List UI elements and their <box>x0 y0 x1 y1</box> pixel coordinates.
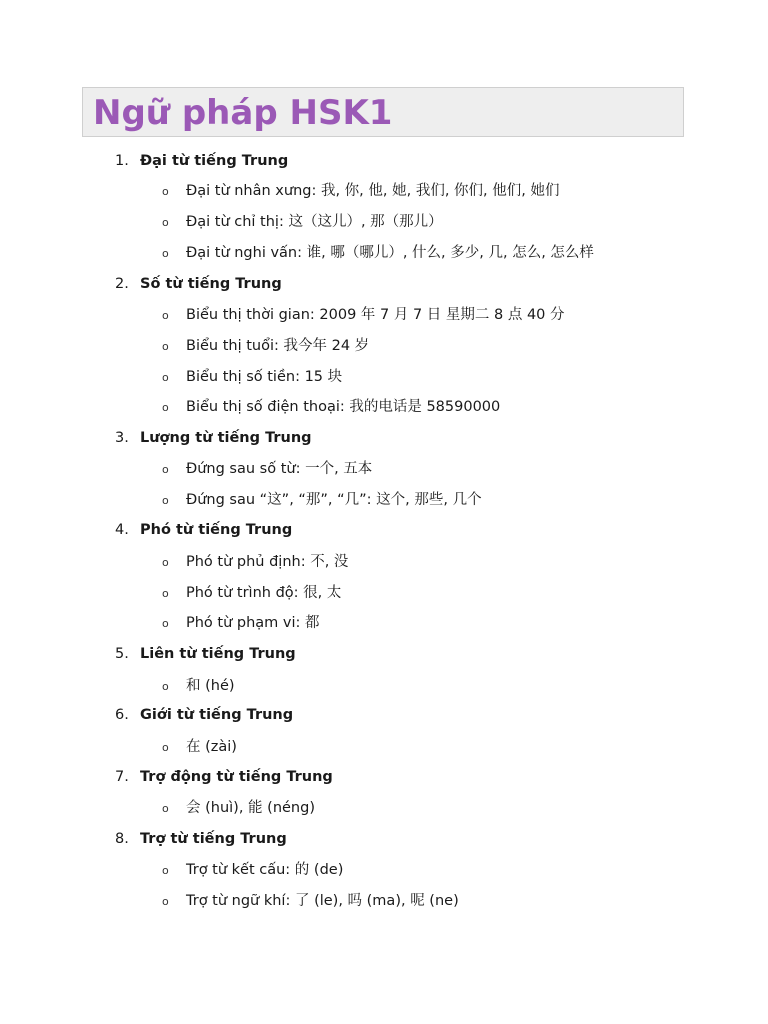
list-item: Biểu thị thời gian: 2009 年 7 月 7 日 星期二 8 点 40 分 <box>186 307 565 323</box>
bullet-icon: o <box>162 587 169 600</box>
list-item: 在 (zài) <box>186 739 237 755</box>
list-item: Đứng sau “这”, “那”, “几”: 这个, 那些, 几个 <box>186 492 482 508</box>
bullet-icon: o <box>162 401 169 414</box>
section-number: 4. <box>115 522 129 538</box>
bullet-icon: o <box>162 340 169 353</box>
section-number: 8. <box>115 831 129 847</box>
section-heading: Giới từ tiếng Trung <box>140 707 294 723</box>
list-item: Trợ từ ngữ khí: 了 (le), 吗 (ma), 呢 (ne) <box>186 893 459 909</box>
section-number: 6. <box>115 707 129 723</box>
bullet-icon: o <box>162 617 169 630</box>
list-item: Phó từ phạm vi: 都 <box>186 615 320 631</box>
bullet-icon: o <box>162 463 169 476</box>
section-heading: Phó từ tiếng Trung <box>140 522 293 538</box>
section-heading: Liên từ tiếng Trung <box>140 646 296 662</box>
bullet-icon: o <box>162 371 169 384</box>
list-item: Biểu thị số điện thoại: 我的电话是 58590000 <box>186 399 501 415</box>
bullet-icon: o <box>162 494 169 507</box>
list-item: Đại từ nhân xưng: 我, 你, 他, 她, 我们, 你们, 他们, 她们 <box>186 183 560 199</box>
list-item: Đứng sau số từ: 一个, 五本 <box>186 461 373 477</box>
bullet-icon: o <box>162 680 169 693</box>
section-number: 2. <box>115 276 129 292</box>
list-item: Biểu thị tuổi: 我今年 24 岁 <box>186 338 370 354</box>
bullet-icon: o <box>162 741 169 754</box>
section-heading: Lượng từ tiếng Trung <box>140 430 312 446</box>
bullet-icon: o <box>162 309 169 322</box>
bullet-icon: o <box>162 802 169 815</box>
bullet-icon: o <box>162 895 169 908</box>
bullet-icon: o <box>162 185 169 198</box>
section-number: 1. <box>115 153 129 169</box>
title-box <box>82 87 684 137</box>
bullet-icon: o <box>162 864 169 877</box>
list-item: 和 (hé) <box>186 678 235 694</box>
list-item: Biểu thị số tiền: 15 块 <box>186 369 343 385</box>
list-item: Đại từ chỉ thị: 这（这儿）, 那（那儿） <box>186 214 443 230</box>
section-heading: Trợ động từ tiếng Trung <box>140 769 333 785</box>
page-title: Ngữ pháp HSK1 <box>93 93 393 133</box>
list-item: 会 (huì), 能 (néng) <box>186 800 315 816</box>
section-heading: Đại từ tiếng Trung <box>140 153 289 169</box>
section-number: 7. <box>115 769 129 785</box>
bullet-icon: o <box>162 247 169 260</box>
bullet-icon: o <box>162 556 169 569</box>
list-item: Đại từ nghi vấn: 谁, 哪（哪儿）, 什么, 多少, 几, 怎么, 怎么样 <box>186 245 594 261</box>
list-item: Phó từ trình độ: 很, 太 <box>186 585 342 601</box>
list-item: Trợ từ kết cấu: 的 (de) <box>186 862 344 878</box>
section-heading: Trợ từ tiếng Trung <box>140 831 287 847</box>
bullet-icon: o <box>162 216 169 229</box>
section-number: 5. <box>115 646 129 662</box>
list-item: Phó từ phủ định: 不, 没 <box>186 554 349 570</box>
section-number: 3. <box>115 430 129 446</box>
section-heading: Số từ tiếng Trung <box>140 276 282 292</box>
